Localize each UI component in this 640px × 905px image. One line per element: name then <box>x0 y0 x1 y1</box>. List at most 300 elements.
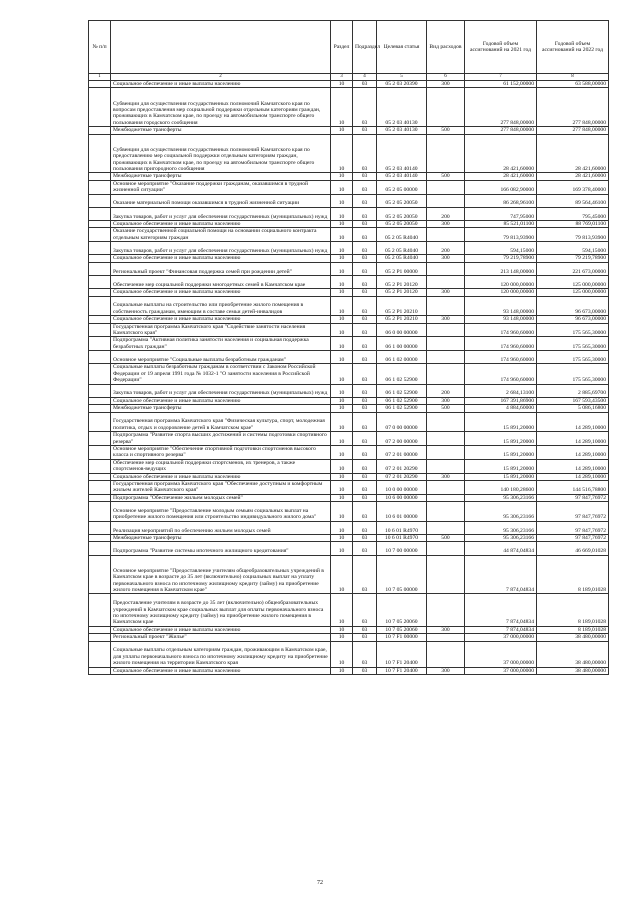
table-row <box>89 384 609 397</box>
table-row <box>89 364 609 384</box>
row-name-cell: Основное мероприятие "Социальные выплаты безработным гражданам" <box>111 351 331 364</box>
row-podrazdel-cell: 03 <box>353 634 377 641</box>
row-podrazdel-cell: 03 <box>353 405 377 412</box>
row-amount-2021-cell: 7 874,04834 <box>465 555 537 594</box>
table-row <box>89 473 609 480</box>
row-expense-type-cell: 300 <box>427 316 465 323</box>
row-amount-2021-cell: 140 180,28600 <box>465 481 537 495</box>
row-target-article-cell: 10 0 00 00000 <box>377 481 427 495</box>
row-podrazdel-cell: 03 <box>353 134 377 173</box>
row-razdel-cell: 10 <box>331 432 353 446</box>
row-amount-2021-cell: 79 219,78900 <box>465 255 537 262</box>
row-amount-2021-cell: 15 891,20000 <box>465 412 537 432</box>
row-razdel-cell: 10 <box>331 276 353 289</box>
row-expense-type-cell <box>427 481 465 495</box>
row-expense-type-cell <box>427 634 465 641</box>
row-podrazdel-cell: 03 <box>353 555 377 594</box>
row-razdel-cell: 10 <box>331 296 353 316</box>
row-name-cell: Межбюджетные трансферты <box>111 173 331 180</box>
row-num-cell <box>89 316 111 323</box>
row-target-article-cell: 05 2 P1 20120 <box>377 289 427 296</box>
row-expense-type-cell <box>427 88 465 127</box>
row-amount-2022-cell: 97 847,76972 <box>537 535 609 542</box>
row-num-cell <box>89 88 111 127</box>
row-amount-2021-cell: 4 884,60000 <box>465 405 537 412</box>
table-row <box>89 494 609 501</box>
row-amount-2022-cell: 125 000,00000 <box>537 289 609 296</box>
row-num-cell <box>89 634 111 641</box>
row-expense-type-cell <box>427 555 465 594</box>
row-razdel-cell: 10 <box>331 521 353 534</box>
row-num-cell <box>89 255 111 262</box>
row-target-article-cell: 06 1 00 00000 <box>377 337 427 351</box>
row-target-article-cell: 05 2 P1 20120 <box>377 276 427 289</box>
row-amount-2021-cell: 95 306,23166 <box>465 535 537 542</box>
row-target-article-cell: 10 7 00 00000 <box>377 542 427 555</box>
row-target-article-cell: 05 2 03 40130 <box>377 127 427 134</box>
header-podrazdel: Подраздел <box>353 21 377 74</box>
row-podrazdel-cell: 03 <box>353 432 377 446</box>
row-name-cell: Социальное обеспечение и иные выплаты населению <box>111 289 331 296</box>
row-amount-2022-cell: 277 848,00000 <box>537 88 609 127</box>
row-target-article-cell: 05 2 P1 20210 <box>377 316 427 323</box>
row-num-cell <box>89 242 111 255</box>
table-row <box>89 296 609 316</box>
row-amount-2021-cell: 594,15000 <box>465 242 537 255</box>
row-podrazdel-cell: 03 <box>353 194 377 207</box>
row-name-cell: Социальное обеспечение и иные выплаты населению <box>111 626 331 633</box>
row-target-article-cell: 05 2 03 20390 <box>377 81 427 88</box>
table-row <box>89 242 609 255</box>
row-amount-2022-cell: 89 564,46100 <box>537 194 609 207</box>
row-name-cell: Межбюджетные трансферты <box>111 535 331 542</box>
row-expense-type-cell <box>427 459 465 473</box>
table-row <box>89 180 609 194</box>
row-num-cell <box>89 194 111 207</box>
row-amount-2021-cell: 174 960,60000 <box>465 323 537 337</box>
row-podrazdel-cell: 03 <box>353 364 377 384</box>
row-target-article-cell: 10 6 01 R4970 <box>377 535 427 542</box>
row-name-cell: Региональный проект "Финансовая поддержка семей при рождении детей" <box>111 262 331 275</box>
row-amount-2021-cell: 44 874,04834 <box>465 542 537 555</box>
table-row <box>89 221 609 228</box>
table-row <box>89 316 609 323</box>
row-expense-type-cell <box>427 446 465 460</box>
row-num-cell <box>89 384 111 397</box>
table-row <box>89 134 609 173</box>
column-number: 5 <box>377 74 427 81</box>
row-name-cell: Основное мероприятие "Обеспечение спортивной подготовки спортсменов высокого класса и спортивного резерва" <box>111 446 331 460</box>
row-amount-2021-cell: 166 082,90000 <box>465 180 537 194</box>
row-num-cell <box>89 289 111 296</box>
row-podrazdel-cell: 03 <box>353 535 377 542</box>
row-razdel-cell: 10 <box>331 228 353 242</box>
row-expense-type-cell: 200 <box>427 384 465 397</box>
row-target-article-cell: 07 2 01 20290 <box>377 473 427 480</box>
row-amount-2022-cell: 88 769,01100 <box>537 221 609 228</box>
row-name-cell: Социальное обеспечение и иные выплаты населению <box>111 316 331 323</box>
row-razdel-cell: 10 <box>331 473 353 480</box>
row-podrazdel-cell: 03 <box>353 289 377 296</box>
row-podrazdel-cell: 03 <box>353 481 377 495</box>
table-row <box>89 228 609 242</box>
row-amount-2022-cell: 38 480,00000 <box>537 641 609 667</box>
row-num-cell <box>89 542 111 555</box>
row-target-article-cell: 07 0 00 00000 <box>377 412 427 432</box>
row-target-article-cell: 05 2 05 R4040 <box>377 228 427 242</box>
row-target-article-cell: 10 7 F1 20400 <box>377 641 427 667</box>
row-amount-2022-cell: 96 673,00000 <box>537 296 609 316</box>
row-amount-2022-cell: 175 565,30000 <box>537 364 609 384</box>
row-num-cell <box>89 405 111 412</box>
row-amount-2022-cell: 79 813,93900 <box>537 228 609 242</box>
row-expense-type-cell <box>427 180 465 194</box>
row-amount-2022-cell: 14 289,10000 <box>537 446 609 460</box>
row-razdel-cell: 10 <box>331 364 353 384</box>
row-expense-type-cell <box>427 276 465 289</box>
header-razdel: Раздел <box>331 21 353 74</box>
row-expense-type-cell: 500 <box>427 173 465 180</box>
row-expense-type-cell: 300 <box>427 667 465 674</box>
table-row <box>89 397 609 404</box>
header-num: № п/п <box>89 21 111 74</box>
row-name-cell: Социальные выплаты отдельным категориям граждан, проживающим в Камчатском крае, для уплаты первоначального взноса по ипотечному жилищному кредиту на приобретение жилого помещения на территории Камчатского края <box>111 641 331 667</box>
row-expense-type-cell <box>427 502 465 522</box>
row-amount-2022-cell: 175 565,30000 <box>537 351 609 364</box>
row-num-cell <box>89 364 111 384</box>
row-amount-2022-cell: 175 565,30000 <box>537 323 609 337</box>
row-target-article-cell: 05 2 05 20050 <box>377 194 427 207</box>
table-row <box>89 276 609 289</box>
row-razdel-cell: 10 <box>331 351 353 364</box>
column-number: 8 <box>537 74 609 81</box>
row-podrazdel-cell: 03 <box>353 494 377 501</box>
row-razdel-cell: 10 <box>331 641 353 667</box>
row-expense-type-cell: 300 <box>427 626 465 633</box>
row-podrazdel-cell: 03 <box>353 384 377 397</box>
row-razdel-cell: 10 <box>331 316 353 323</box>
table-row <box>89 641 609 667</box>
row-num-cell <box>89 351 111 364</box>
row-expense-type-cell <box>427 432 465 446</box>
row-amount-2022-cell: 96 673,00000 <box>537 316 609 323</box>
row-target-article-cell: 05 2 P1 20210 <box>377 296 427 316</box>
row-amount-2021-cell: 37 000,00000 <box>465 641 537 667</box>
table-row <box>89 542 609 555</box>
row-name-cell: Подпрограмма "Активная политика занятости населения и социальная поддержка безработных граждан" <box>111 337 331 351</box>
table-row <box>89 502 609 522</box>
row-target-article-cell: 06 1 02 52900 <box>377 384 427 397</box>
row-podrazdel-cell: 03 <box>353 521 377 534</box>
row-num-cell <box>89 81 111 88</box>
table-row <box>89 255 609 262</box>
row-podrazdel-cell: 03 <box>353 323 377 337</box>
row-amount-2022-cell: 2 885,69700 <box>537 384 609 397</box>
row-target-article-cell: 05 2 03 40130 <box>377 88 427 127</box>
row-razdel-cell: 10 <box>331 81 353 88</box>
row-num-cell <box>89 134 111 173</box>
row-name-cell: Социальное обеспечение и иные выплаты населению <box>111 221 331 228</box>
row-amount-2022-cell: 38 480,00000 <box>537 634 609 641</box>
row-name-cell: Основное мероприятие "Оказание поддержки гражданам, оказавшимся в трудной жизненной ситуации" <box>111 180 331 194</box>
table-row <box>89 626 609 633</box>
row-num-cell <box>89 262 111 275</box>
row-name-cell: Социальное обеспечение и иные выплаты населению <box>111 473 331 480</box>
row-podrazdel-cell: 03 <box>353 88 377 127</box>
row-expense-type-cell <box>427 494 465 501</box>
row-num-cell <box>89 221 111 228</box>
row-podrazdel-cell: 03 <box>353 641 377 667</box>
row-amount-2022-cell: 175 565,30000 <box>537 337 609 351</box>
row-expense-type-cell <box>427 323 465 337</box>
table-row <box>89 88 609 127</box>
row-target-article-cell: 05 2 05 R4040 <box>377 255 427 262</box>
row-name-cell: Обеспечение мер социальной поддержки спортсменов, их тренеров, а также спортсменов-ведущих <box>111 459 331 473</box>
row-razdel-cell: 10 <box>331 127 353 134</box>
row-target-article-cell: 05 2 P1 00000 <box>377 262 427 275</box>
row-amount-2022-cell: 221 673,00000 <box>537 262 609 275</box>
row-target-article-cell: 05 2 05 00000 <box>377 180 427 194</box>
row-num-cell <box>89 296 111 316</box>
row-amount-2021-cell: 7 874,04834 <box>465 594 537 626</box>
row-name-cell: Социальное обеспечение и иные выплаты населению <box>111 81 331 88</box>
row-amount-2021-cell: 95 306,23166 <box>465 502 537 522</box>
table-row <box>89 481 609 495</box>
row-num-cell <box>89 207 111 220</box>
row-amount-2022-cell: 594,15000 <box>537 242 609 255</box>
row-amount-2021-cell: 86 268,96100 <box>465 194 537 207</box>
row-razdel-cell: 10 <box>331 542 353 555</box>
row-num-cell <box>89 473 111 480</box>
table-row <box>89 594 609 626</box>
row-target-article-cell: 07 2 01 20290 <box>377 459 427 473</box>
row-amount-2022-cell: 8 189,01028 <box>537 594 609 626</box>
row-name-cell: Региональный проект "Жилье" <box>111 634 331 641</box>
row-podrazdel-cell: 03 <box>353 127 377 134</box>
row-num-cell <box>89 626 111 633</box>
header-target-article: Целевая статья <box>377 21 427 74</box>
row-expense-type-cell <box>427 412 465 432</box>
row-amount-2021-cell: 28 421,60000 <box>465 173 537 180</box>
table-row <box>89 323 609 337</box>
row-expense-type-cell: 500 <box>427 405 465 412</box>
row-razdel-cell: 10 <box>331 446 353 460</box>
row-amount-2022-cell: 28 421,60000 <box>537 173 609 180</box>
row-amount-2021-cell: 167 391,86900 <box>465 397 537 404</box>
row-amount-2022-cell: 14 289,10000 <box>537 459 609 473</box>
row-name-cell: Социальные выплаты на строительство или приобретение жилого помещения в собственность гражданам, имеющим в составе семьи детей-инвалидов <box>111 296 331 316</box>
row-amount-2021-cell: 213 148,00000 <box>465 262 537 275</box>
table-row <box>89 173 609 180</box>
row-expense-type-cell: 500 <box>427 127 465 134</box>
row-expense-type-cell: 200 <box>427 242 465 255</box>
row-name-cell: Основное мероприятие "Предоставление учителям общеобразовательных учреждений в Камчатском крае в возрасте до 35 лет (включительно) социальных выплат на уплату первоначального взноса по ипотечному жилищному кредиту (займу) на приобретение жилого помещения в Камчатском крае" <box>111 555 331 594</box>
row-num-cell <box>89 494 111 501</box>
table-row <box>89 667 609 674</box>
row-podrazdel-cell: 03 <box>353 542 377 555</box>
row-name-cell: Предоставление учителям в возрасте до 35 лет (включительно) общеобразовательных учреждений в Камчатском крае социальных выплат для оплаты первоначального взноса по ипотечному жилищному кредиту (займу) на приобретение жилого помещения в Камчатском крае <box>111 594 331 626</box>
row-podrazdel-cell: 03 <box>353 594 377 626</box>
row-razdel-cell: 10 <box>331 634 353 641</box>
row-podrazdel-cell: 03 <box>353 180 377 194</box>
column-number: 7 <box>465 74 537 81</box>
row-expense-type-cell <box>427 521 465 534</box>
row-num-cell <box>89 323 111 337</box>
row-expense-type-cell <box>427 134 465 173</box>
table-row <box>89 446 609 460</box>
row-amount-2021-cell: 28 421,60000 <box>465 134 537 173</box>
row-razdel-cell: 10 <box>331 535 353 542</box>
row-target-article-cell: 07 2 00 00000 <box>377 432 427 446</box>
row-podrazdel-cell: 03 <box>353 228 377 242</box>
row-amount-2022-cell: 8 189,01028 <box>537 555 609 594</box>
row-num-cell <box>89 276 111 289</box>
row-razdel-cell: 10 <box>331 667 353 674</box>
row-razdel-cell: 10 <box>331 173 353 180</box>
row-amount-2021-cell: 174 960,60000 <box>465 337 537 351</box>
row-expense-type-cell: 300 <box>427 81 465 88</box>
row-amount-2022-cell: 97 847,76972 <box>537 521 609 534</box>
row-razdel-cell: 10 <box>331 207 353 220</box>
row-razdel-cell: 10 <box>331 337 353 351</box>
row-num-cell <box>89 521 111 534</box>
row-expense-type-cell: 200 <box>427 207 465 220</box>
row-amount-2022-cell: 97 847,76972 <box>537 494 609 501</box>
column-number: 2 <box>111 74 331 81</box>
table-row <box>89 459 609 473</box>
table-row <box>89 81 609 88</box>
row-amount-2021-cell: 2 684,13100 <box>465 384 537 397</box>
header-name <box>111 21 331 74</box>
row-target-article-cell: 10 6 01 R4970 <box>377 521 427 534</box>
row-razdel-cell: 10 <box>331 459 353 473</box>
row-target-article-cell: 06 0 00 00000 <box>377 323 427 337</box>
table-row <box>89 207 609 220</box>
row-amount-2022-cell: 14 289,10000 <box>537 473 609 480</box>
row-name-cell: Межбюджетные трансферты <box>111 405 331 412</box>
row-name-cell: Реализация мероприятий по обеспечению жильем молодых семей <box>111 521 331 534</box>
row-target-article-cell: 10 6 00 00000 <box>377 494 427 501</box>
row-podrazdel-cell: 03 <box>353 316 377 323</box>
row-num-cell <box>89 555 111 594</box>
row-expense-type-cell: 300 <box>427 221 465 228</box>
row-razdel-cell: 10 <box>331 194 353 207</box>
row-target-article-cell: 10 7 05 20060 <box>377 626 427 633</box>
row-amount-2022-cell: 63 588,00000 <box>537 81 609 88</box>
row-name-cell: Социальные выплаты безработным гражданам в соответствии с Законом Российской Федерации от 19 апреля 1991 года № 1032-1 "О занятости населения в Российской Федерации" <box>111 364 331 384</box>
row-target-article-cell: 05 2 03 40140 <box>377 173 427 180</box>
row-amount-2022-cell: 125 000,00000 <box>537 276 609 289</box>
header-expense-type: Вид расходов <box>427 21 465 74</box>
row-razdel-cell: 10 <box>331 626 353 633</box>
row-amount-2021-cell: 277 848,00000 <box>465 127 537 134</box>
row-podrazdel-cell: 03 <box>353 221 377 228</box>
row-podrazdel-cell: 03 <box>353 626 377 633</box>
row-razdel-cell: 10 <box>331 594 353 626</box>
row-amount-2021-cell: 15 891,20000 <box>465 432 537 446</box>
row-podrazdel-cell: 03 <box>353 81 377 88</box>
row-amount-2022-cell: 14 289,10000 <box>537 412 609 432</box>
row-target-article-cell: 06 1 02 52900 <box>377 405 427 412</box>
row-name-cell: Подпрограмма "Развитие системы ипотечного жилищного кредитования" <box>111 542 331 555</box>
row-num-cell <box>89 180 111 194</box>
row-num-cell <box>89 459 111 473</box>
row-expense-type-cell: 300 <box>427 397 465 404</box>
row-expense-type-cell <box>427 337 465 351</box>
column-number: 4 <box>353 74 377 81</box>
row-podrazdel-cell: 03 <box>353 502 377 522</box>
row-podrazdel-cell: 03 <box>353 173 377 180</box>
row-num-cell <box>89 337 111 351</box>
row-expense-type-cell: 300 <box>427 473 465 480</box>
row-amount-2021-cell: 37 000,00000 <box>465 667 537 674</box>
row-target-article-cell: 10 7 05 00000 <box>377 555 427 594</box>
row-amount-2021-cell: 174 960,60000 <box>465 364 537 384</box>
row-target-article-cell: 05 2 05 20050 <box>377 221 427 228</box>
row-expense-type-cell <box>427 228 465 242</box>
row-amount-2021-cell: 120 000,00000 <box>465 276 537 289</box>
row-amount-2021-cell: 95 306,23166 <box>465 494 537 501</box>
row-razdel-cell: 10 <box>331 255 353 262</box>
row-target-article-cell: 05 2 05 20050 <box>377 207 427 220</box>
budget-table-page <box>88 20 608 675</box>
row-name-cell: Государственная программа Камчатского края "Физическая культура, спорт, молодежная политика, отдых и оздоровление детей в Камчатском крае" <box>111 412 331 432</box>
row-num-cell <box>89 502 111 522</box>
row-name-cell: Государственная программа Камчатского края "Обеспечение доступным и комфортным жильем жителей Камчатского края" <box>111 481 331 495</box>
row-target-article-cell: 06 1 02 00000 <box>377 351 427 364</box>
row-num-cell <box>89 481 111 495</box>
row-podrazdel-cell: 03 <box>353 446 377 460</box>
row-target-article-cell: 06 1 02 52900 <box>377 364 427 384</box>
row-razdel-cell: 10 <box>331 134 353 173</box>
row-amount-2022-cell: 38 480,00000 <box>537 667 609 674</box>
row-name-cell: Закупка товаров, работ и услуг для обеспечения государственных (муниципальных) нужд <box>111 207 331 220</box>
row-target-article-cell: 10 7 05 20060 <box>377 594 427 626</box>
row-podrazdel-cell: 03 <box>353 397 377 404</box>
row-target-article-cell: 05 2 05 R4040 <box>377 242 427 255</box>
row-podrazdel-cell: 03 <box>353 337 377 351</box>
row-expense-type-cell <box>427 296 465 316</box>
budget-table <box>88 20 609 675</box>
row-amount-2021-cell: 95 306,23166 <box>465 521 537 534</box>
row-expense-type-cell: 300 <box>427 255 465 262</box>
row-expense-type-cell <box>427 641 465 667</box>
table-header-row <box>89 21 609 74</box>
row-razdel-cell: 10 <box>331 502 353 522</box>
row-name-cell: Подпрограмма "Обеспечение жильем молодых семей" <box>111 494 331 501</box>
row-podrazdel-cell: 03 <box>353 242 377 255</box>
row-num-cell <box>89 641 111 667</box>
table-body <box>89 81 609 675</box>
row-target-article-cell: 10 7 F1 20400 <box>377 667 427 674</box>
row-razdel-cell: 10 <box>331 289 353 296</box>
table-row <box>89 289 609 296</box>
row-podrazdel-cell: 03 <box>353 667 377 674</box>
row-amount-2021-cell: 93 148,00000 <box>465 296 537 316</box>
row-name-cell: Закупка товаров, работ и услуг для обеспечения государственных (муниципальных) нужд <box>111 384 331 397</box>
row-amount-2021-cell: 277 848,00000 <box>465 88 537 127</box>
row-amount-2022-cell: 144 516,78800 <box>537 481 609 495</box>
row-razdel-cell: 10 <box>331 323 353 337</box>
row-name-cell: Субвенции для осуществления государственных полномочий Камчатского края по вопросам предоставления мер социальной поддержки отдельным категориям граждан, проживающих в Камчатском крае, по проезду на автомобильном транспорте общего пользования городского сообщения <box>111 88 331 127</box>
row-razdel-cell: 10 <box>331 180 353 194</box>
header-amount-2021: Годовой объем ассигнований на 2021 год <box>465 21 537 74</box>
column-number: 3 <box>331 74 353 81</box>
row-amount-2021-cell: 7 874,04834 <box>465 626 537 633</box>
row-podrazdel-cell: 03 <box>353 276 377 289</box>
row-amount-2022-cell: 46 669,01028 <box>537 542 609 555</box>
column-number: 6 <box>427 74 465 81</box>
